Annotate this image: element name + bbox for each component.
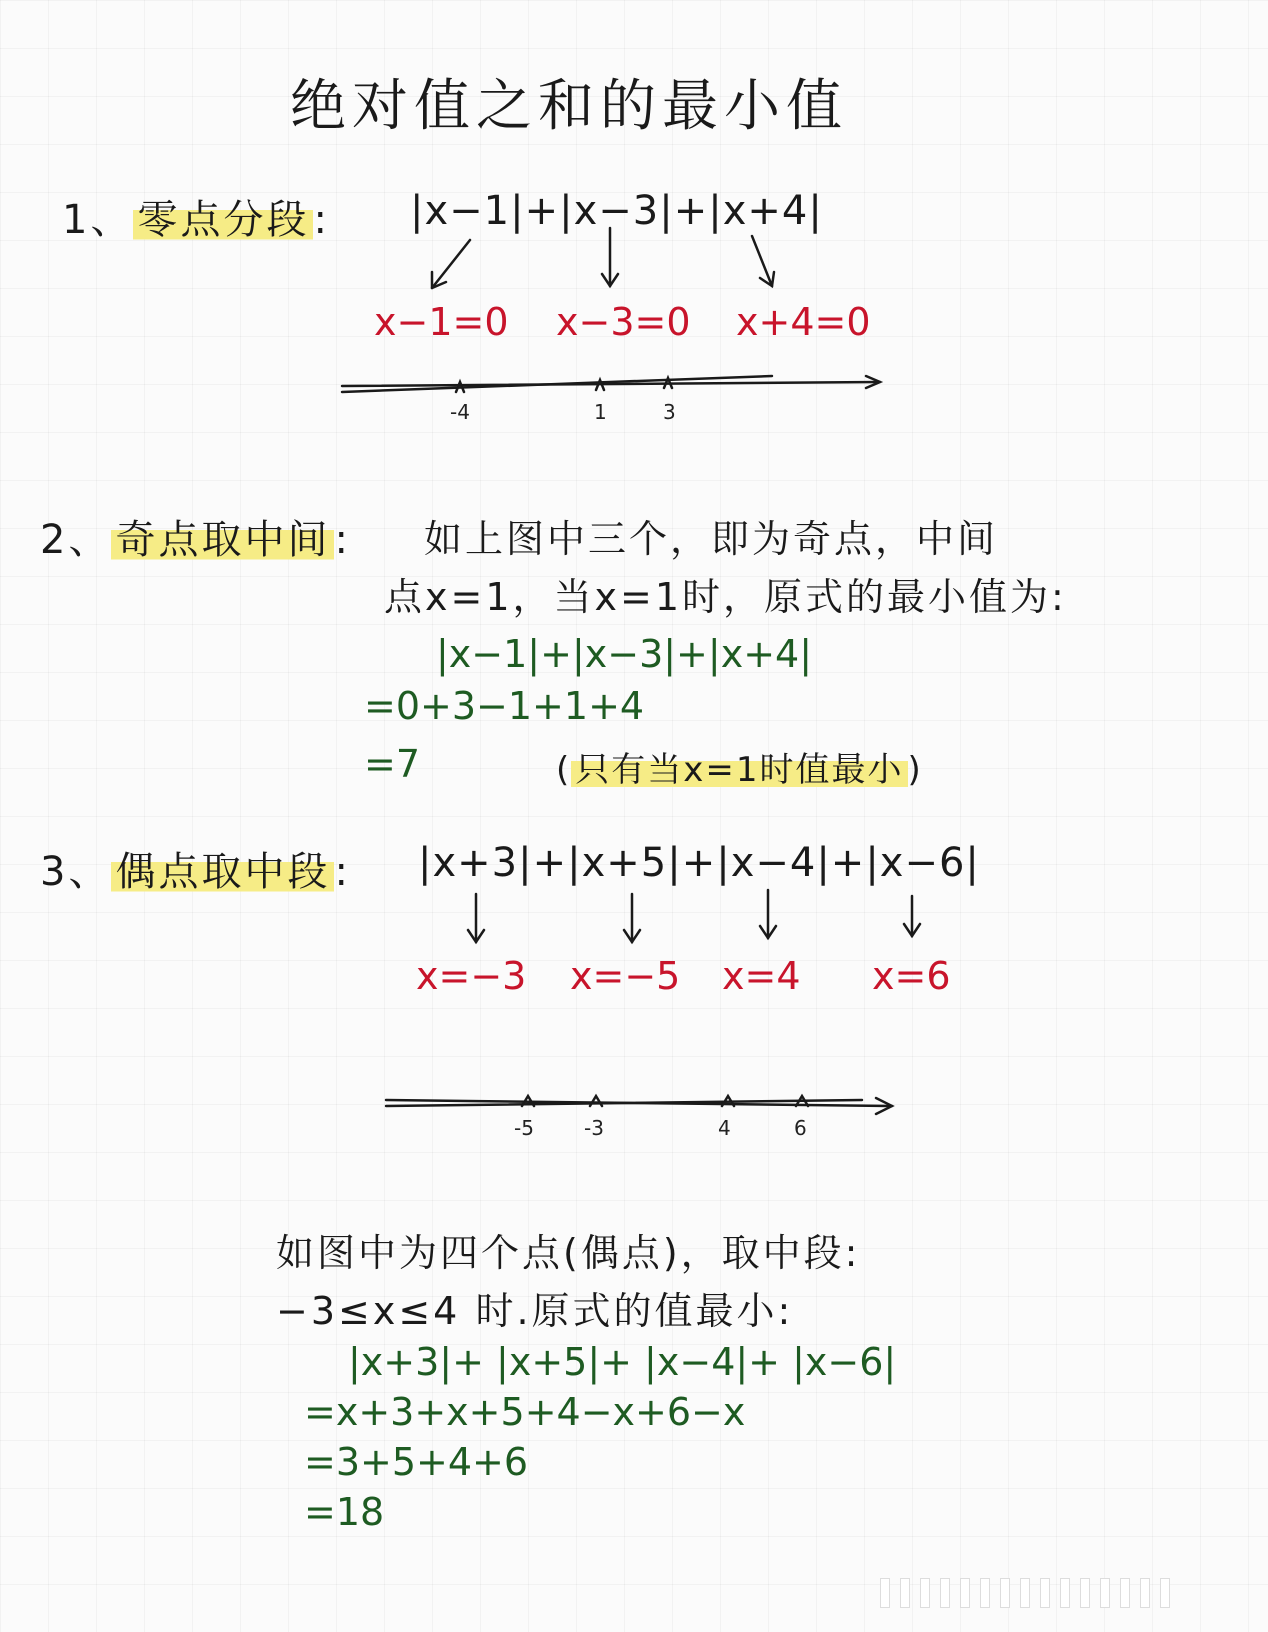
section3-work-line: =18: [304, 1490, 385, 1534]
section3-tick-label: -3: [584, 1116, 604, 1140]
section3-number: 3、: [40, 849, 112, 895]
section2-work-line: =0+3−1+1+4: [364, 684, 645, 728]
section1-label: 零点分段: [133, 197, 313, 243]
section2-label: 奇点取中间: [111, 517, 334, 563]
section2-note-text: 只有当x=1时值最小: [571, 750, 907, 790]
section1-colon: :: [313, 197, 330, 243]
section1-tick-label: 3: [663, 400, 676, 424]
section3-expression: |x+3|+|x+5|+|x−4|+|x−6|: [418, 840, 980, 886]
section2-colon: :: [334, 517, 351, 563]
section3-tick-label: 6: [794, 1116, 807, 1140]
section3-work-line: =3+5+4+6: [304, 1440, 529, 1484]
section1-tick-label: -4: [450, 400, 470, 424]
section2-note-close: ): [907, 750, 923, 790]
section3-zero-point: x=−5: [570, 954, 681, 998]
section3-work-line: =x+3+x+5+4−x+6−x: [304, 1390, 746, 1434]
section1-zero-point: x+4=0: [736, 300, 871, 344]
section1-expression: |x−1|+|x−3|+|x+4|: [410, 188, 823, 234]
section2-text-line1: 如上图中三个，即为奇点，中间: [424, 517, 999, 561]
section3-zero-point: x=6: [872, 954, 951, 998]
section3-colon: :: [334, 849, 351, 895]
section2-note-open: (: [556, 750, 572, 790]
section3-text-line2: −3≤x≤4 时.原式的值最小:: [276, 1289, 794, 1333]
section1-zero-point: x−1=0: [374, 300, 509, 344]
section1-tick-label: 1: [594, 400, 607, 424]
section2-text-line2: 点x=1，当x=1时，原式的最小值为:: [384, 575, 1067, 619]
section3-text-line1: 如图中为四个点(偶点)，取中段:: [276, 1231, 861, 1275]
watermark-bars: [880, 1578, 1220, 1608]
section1-arrow: [432, 240, 470, 288]
section3-tick-label: 4: [718, 1116, 731, 1140]
section2-work-line: |x−1|+|x−3|+|x+4|: [436, 632, 813, 676]
section3-tick-label: -5: [514, 1116, 534, 1140]
section1-number: 1、: [62, 197, 134, 243]
section3-zero-point: x=4: [722, 954, 801, 998]
section3-work-line: |x+3|+ |x+5|+ |x−4|+ |x−6|: [348, 1340, 897, 1384]
page-title-text: 绝对值之和的最小值: [290, 74, 848, 139]
section2-number: 2、: [40, 517, 112, 563]
section3-label: 偶点取中段: [111, 849, 334, 895]
section3-zero-point: x=−3: [416, 954, 527, 998]
section1-zero-point: x−3=0: [556, 300, 691, 344]
section2-work-line: =7: [364, 742, 421, 786]
